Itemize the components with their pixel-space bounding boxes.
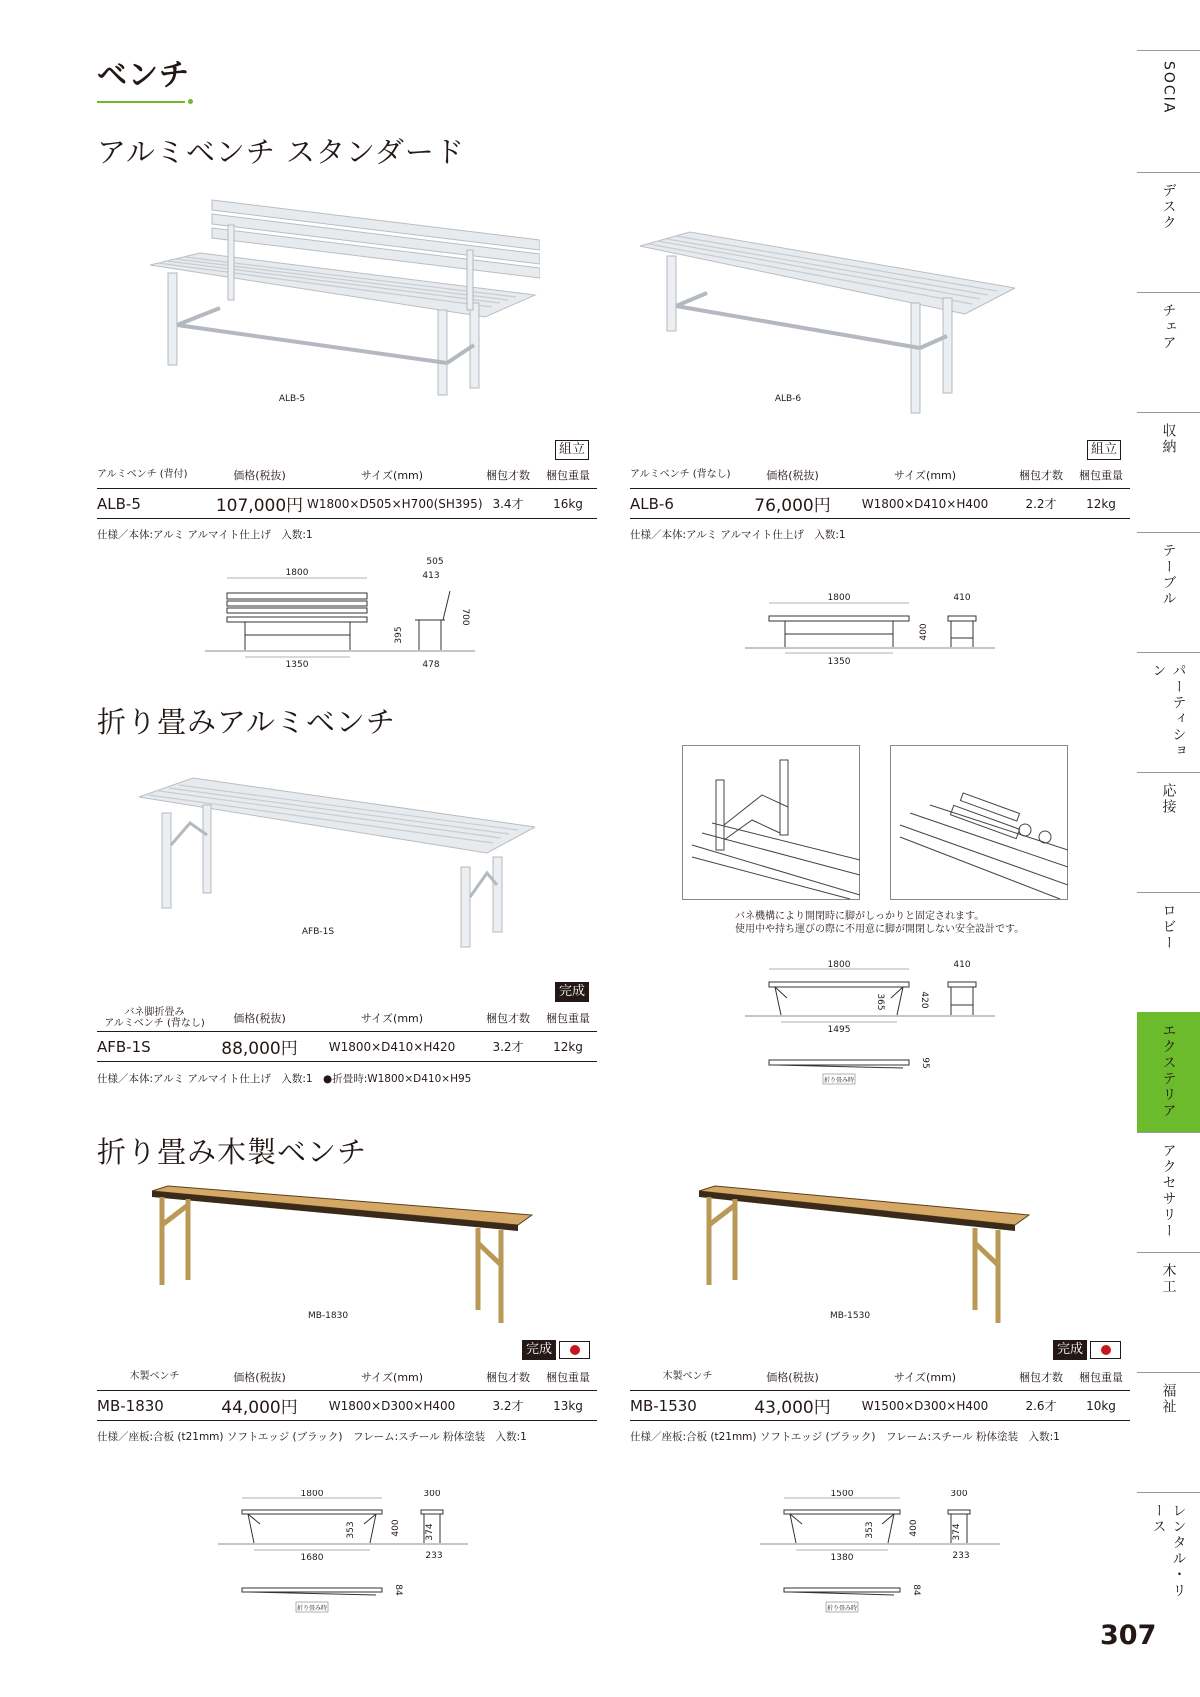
alb5-spec-header	[97, 461, 597, 489]
alb5-col-weight: 梱包重量	[546, 468, 590, 482]
mb1530-col-size: サイズ(mm)	[893, 1370, 957, 1384]
mb1830-badges	[522, 1340, 590, 1360]
mb1830-photo	[148, 1185, 533, 1325]
side-category-tabs	[1137, 50, 1200, 1610]
mb1530-col-pack: 梱包才数	[1019, 1370, 1063, 1384]
afb1s-col-weight: 梱包重量	[546, 1011, 590, 1025]
afb1s-caption: AFB-1S	[301, 927, 335, 937]
side-tab-label: デスク	[1160, 183, 1177, 231]
mb1830-col-size: サイズ(mm)	[360, 1370, 424, 1384]
afb1s-spec-note: 仕様／本体:アルミ アルマイト仕上げ 入数:1 ●折畳時:W1800×D410×H95	[97, 1073, 472, 1085]
side-tab-label: 木工	[1160, 1263, 1177, 1295]
mb1530-spec-header	[630, 1363, 1130, 1391]
afb1s-col-name-line2: アルミベンチ (背なし)	[104, 1017, 205, 1029]
mb1830-dim-seat-height: 353	[346, 1521, 356, 1539]
mb1830-code: MB-1830	[97, 1396, 164, 1415]
alb6-dim-width: 1800	[827, 593, 851, 603]
alb5-spec-note: 仕様／本体:アルミ アルマイト仕上げ 入数:1	[97, 529, 313, 541]
mb1530-code: MB-1530	[630, 1396, 697, 1415]
afb1s-col-name	[97, 1007, 212, 1029]
alb5-dim-depth1: 505	[426, 557, 444, 567]
afb1s-photo	[135, 775, 535, 950]
side-tab-label: レンタル・リース	[1150, 1503, 1187, 1599]
mb1830-weight: 13kg	[553, 1398, 583, 1413]
mb1530-spec-row	[630, 1391, 1130, 1421]
afb1s-dim-width: 1800	[827, 960, 851, 970]
mb1530-size: W1500×D300×H400	[861, 1398, 989, 1413]
side-tab-accessory[interactable]	[1137, 1132, 1200, 1252]
title-underline-dot	[188, 99, 193, 104]
side-tab-label: パーティション	[1150, 663, 1187, 759]
mb1530-spec-note: 仕様／座板:合板 (t21mm) ソフトエッジ (ブラック) フレーム:スチール 粉体塗装 入数:1	[630, 1431, 1060, 1443]
section-title-mb: 折り畳み木製ベンチ	[97, 1135, 368, 1169]
side-tab-label: SOCIA	[1160, 61, 1177, 115]
mb1530-badge-complete: 完成	[1053, 1340, 1087, 1360]
afb1s-dim-seat-height: 365	[875, 993, 885, 1011]
mb1530-dim-inner: 1380	[830, 1553, 854, 1563]
afb1s-code: AFB-1S	[97, 1037, 151, 1056]
afb1s-mechanism-illustration-2	[890, 745, 1068, 900]
afb1s-weight: 12kg	[553, 1039, 583, 1054]
afb1s-dim-depth: 410	[953, 960, 971, 970]
japan-flag-icon	[1090, 1341, 1121, 1359]
alb6-badge-assembly: 組立	[1087, 440, 1121, 460]
mb1830-dim-height: 400	[391, 1519, 401, 1537]
mb1830-col-price: 価格(税抜)	[233, 1370, 286, 1384]
side-tab-table[interactable]	[1137, 532, 1200, 652]
alb6-spec-row	[630, 489, 1130, 519]
afb1s-col-price: 価格(税抜)	[233, 1011, 286, 1025]
mb1530-dimension-drawing	[760, 1490, 1000, 1615]
side-tab-woodwork[interactable]	[1137, 1252, 1200, 1372]
mb1830-pack: 3.2才	[492, 1399, 524, 1413]
side-tab-label: 収納	[1160, 423, 1177, 455]
alb5-dimension-drawing	[205, 555, 475, 670]
side-tab-label: ロビー	[1160, 903, 1177, 951]
alb6-dimension-drawing	[745, 590, 995, 668]
side-tab-label: テーブル	[1160, 543, 1177, 607]
japan-flag-icon	[559, 1341, 590, 1359]
side-tab-label: チェア	[1160, 303, 1177, 351]
alb6-price: 76,000円	[754, 496, 831, 516]
alb5-spec-table	[97, 461, 597, 519]
alb6-col-size: サイズ(mm)	[893, 468, 957, 482]
section-title-alb: アルミベンチ スタンダード	[97, 135, 465, 169]
mb1530-dim-frame-height: 374	[952, 1523, 962, 1541]
side-tab-chair[interactable]	[1137, 292, 1200, 412]
mb1530-dim-seat-height: 353	[865, 1521, 875, 1539]
alb6-col-name: アルミベンチ (背なし)	[630, 469, 731, 480]
mb1830-dim-inner: 1680	[300, 1553, 324, 1563]
alb5-dim-foot-depth: 478	[422, 660, 440, 670]
alb6-weight: 12kg	[1086, 496, 1116, 511]
alb5-dim-width: 1800	[285, 568, 309, 578]
side-tab-storage[interactable]	[1137, 412, 1200, 532]
alb5-code: ALB-5	[97, 494, 141, 513]
mb1530-folded-label: 折り畳み時	[826, 1605, 858, 1612]
mb1830-spec-table	[97, 1363, 597, 1421]
alb6-col-pack: 梱包才数	[1019, 468, 1063, 482]
alb6-spec-note: 仕様／本体:アルミ アルマイト仕上げ 入数:1	[630, 529, 846, 541]
afb1s-description-1: バネ機構により開閉時に脚がしっかりと固定されます。	[735, 911, 985, 922]
afb1s-dim-height: 420	[919, 991, 929, 1009]
afb1s-dimension-drawing	[745, 960, 995, 1085]
mb1830-dim-width: 1800	[300, 1490, 324, 1499]
afb1s-mechanism-illustration-1	[682, 745, 860, 900]
alb6-code: ALB-6	[630, 494, 674, 513]
afb1s-dim-inner: 1495	[827, 1025, 851, 1035]
afb1s-col-name-line1: バネ脚折畳み	[124, 1006, 185, 1018]
side-tab-desk[interactable]	[1137, 172, 1200, 292]
afb1s-folded-label: 折り畳み時	[823, 1077, 855, 1084]
page-number: 307	[1100, 1620, 1157, 1651]
afb1s-col-size: サイズ(mm)	[360, 1011, 424, 1025]
mb1530-price: 43,000円	[754, 1398, 831, 1418]
alb5-photo	[140, 195, 540, 435]
afb1s-badge-complete: 完成	[555, 982, 589, 1002]
mb1830-caption: MB-1830	[307, 1311, 349, 1321]
alb6-dim-inner: 1350	[827, 657, 851, 667]
alb6-col-weight: 梱包重量	[1079, 468, 1123, 482]
afb1s-dim-folded: 95	[920, 1057, 930, 1069]
mb1530-spec-table	[630, 1363, 1130, 1421]
alb5-price: 107,000円	[215, 496, 304, 516]
mb1530-photo	[695, 1185, 1030, 1325]
mb1830-spec-row	[97, 1391, 597, 1421]
afb1s-col-pack: 梱包才数	[486, 1011, 530, 1025]
afb1s-spec-header	[97, 1004, 597, 1032]
mb1830-dim-folded: 84	[393, 1584, 403, 1596]
alb6-caption: ALB-6	[774, 394, 802, 404]
mb1830-size: W1800×D300×H400	[328, 1398, 456, 1413]
mb1530-col-name: 木製ベンチ	[662, 1371, 713, 1382]
alb5-pack: 3.4才	[492, 497, 524, 511]
side-tab-lobby[interactable]	[1137, 892, 1200, 1012]
mb1530-pack: 2.6才	[1025, 1399, 1057, 1413]
side-tab-partition[interactable]	[1137, 652, 1200, 772]
mb1830-col-pack: 梱包才数	[486, 1370, 530, 1384]
side-tab-socia[interactable]	[1137, 50, 1200, 172]
mb1830-price: 44,000円	[221, 1398, 298, 1418]
mb1530-dim-folded: 84	[911, 1584, 921, 1596]
side-tab-label: エクステリア	[1160, 1023, 1177, 1119]
title-underline	[97, 101, 185, 103]
section-title-afb: 折り畳みアルミベンチ	[97, 705, 396, 739]
mb1830-col-name: 木製ベンチ	[129, 1371, 180, 1382]
afb1s-pack: 3.2才	[492, 1040, 524, 1054]
alb5-dim-inner: 1350	[285, 660, 309, 670]
mb1830-folded-label: 折り畳み時	[296, 1605, 328, 1612]
side-tab-label: アクセサリー	[1160, 1143, 1177, 1239]
alb6-spec-header	[630, 461, 1130, 489]
mb1530-caption: MB-1530	[829, 1311, 871, 1321]
alb6-pack: 2.2才	[1025, 497, 1057, 511]
mb1830-dimension-drawing	[218, 1490, 468, 1615]
page-title: ベンチ	[97, 58, 190, 93]
side-tab-reception[interactable]	[1137, 772, 1200, 892]
mb1830-badge-complete: 完成	[522, 1340, 556, 1360]
alb5-weight: 16kg	[553, 496, 583, 511]
mb1830-spec-note: 仕様／座板:合板 (t21mm) ソフトエッジ (ブラック) フレーム:スチール 粉体塗装 入数:1	[97, 1431, 527, 1443]
side-tab-rental[interactable]	[1137, 1492, 1200, 1610]
mb1530-dim-depth: 300	[950, 1490, 968, 1499]
mb1530-dim-foot-depth: 233	[952, 1551, 970, 1561]
alb6-badges	[1087, 440, 1121, 460]
afb1s-spec-row	[97, 1032, 597, 1062]
alb5-size: W1800×D505×H700(SH395)	[307, 496, 483, 511]
mb1530-dim-height: 400	[909, 1519, 919, 1537]
mb1530-weight: 10kg	[1086, 1398, 1116, 1413]
alb5-col-pack: 梱包才数	[486, 468, 530, 482]
mb1530-col-price: 価格(税抜)	[766, 1370, 819, 1384]
side-tab-label: 応接	[1160, 783, 1177, 815]
alb5-badge-assembly: 組立	[555, 440, 589, 460]
mb1530-col-weight: 梱包重量	[1079, 1370, 1123, 1384]
alb5-col-size: サイズ(mm)	[360, 468, 424, 482]
mb1830-col-weight: 梱包重量	[546, 1370, 590, 1384]
side-tab-welfare[interactable]	[1137, 1372, 1200, 1492]
alb6-size: W1800×D410×H400	[861, 496, 989, 511]
alb5-dim-depth2: 413	[422, 571, 440, 581]
mb1830-dim-foot-depth: 233	[425, 1551, 443, 1561]
afb1s-description-2: 使用中や持ち運びの際に不用意に脚が開閉しない安全設計です。	[735, 924, 1025, 935]
mb1830-dim-depth: 300	[423, 1490, 441, 1499]
side-tab-exterior[interactable]	[1137, 1012, 1200, 1132]
mb1830-dim-frame-height: 374	[425, 1523, 435, 1541]
alb6-col-price: 価格(税抜)	[766, 468, 819, 482]
mb1530-dim-width: 1500	[830, 1490, 854, 1499]
alb5-caption: ALB-5	[278, 394, 306, 404]
side-tab-label: 福祉	[1160, 1383, 1177, 1415]
afb1s-price: 88,000円	[221, 1039, 298, 1059]
alb5-badges	[555, 440, 589, 460]
mb1830-spec-header	[97, 1363, 597, 1391]
afb1s-spec-table	[97, 1004, 597, 1062]
alb6-dim-depth: 410	[953, 593, 971, 603]
mb1530-badges	[1053, 1340, 1121, 1360]
alb5-spec-row	[97, 489, 597, 519]
alb5-dim-height: 700	[460, 608, 470, 626]
alb6-spec-table	[630, 461, 1130, 519]
alb5-dim-seat-height: 395	[394, 626, 404, 644]
alb5-col-price: 価格(税抜)	[233, 468, 286, 482]
alb6-dim-height: 400	[919, 623, 929, 641]
afb1s-size: W1800×D410×H420	[328, 1039, 456, 1054]
alb5-col-name: アルミベンチ (背付)	[97, 469, 188, 480]
afb1s-badges	[555, 982, 589, 1002]
